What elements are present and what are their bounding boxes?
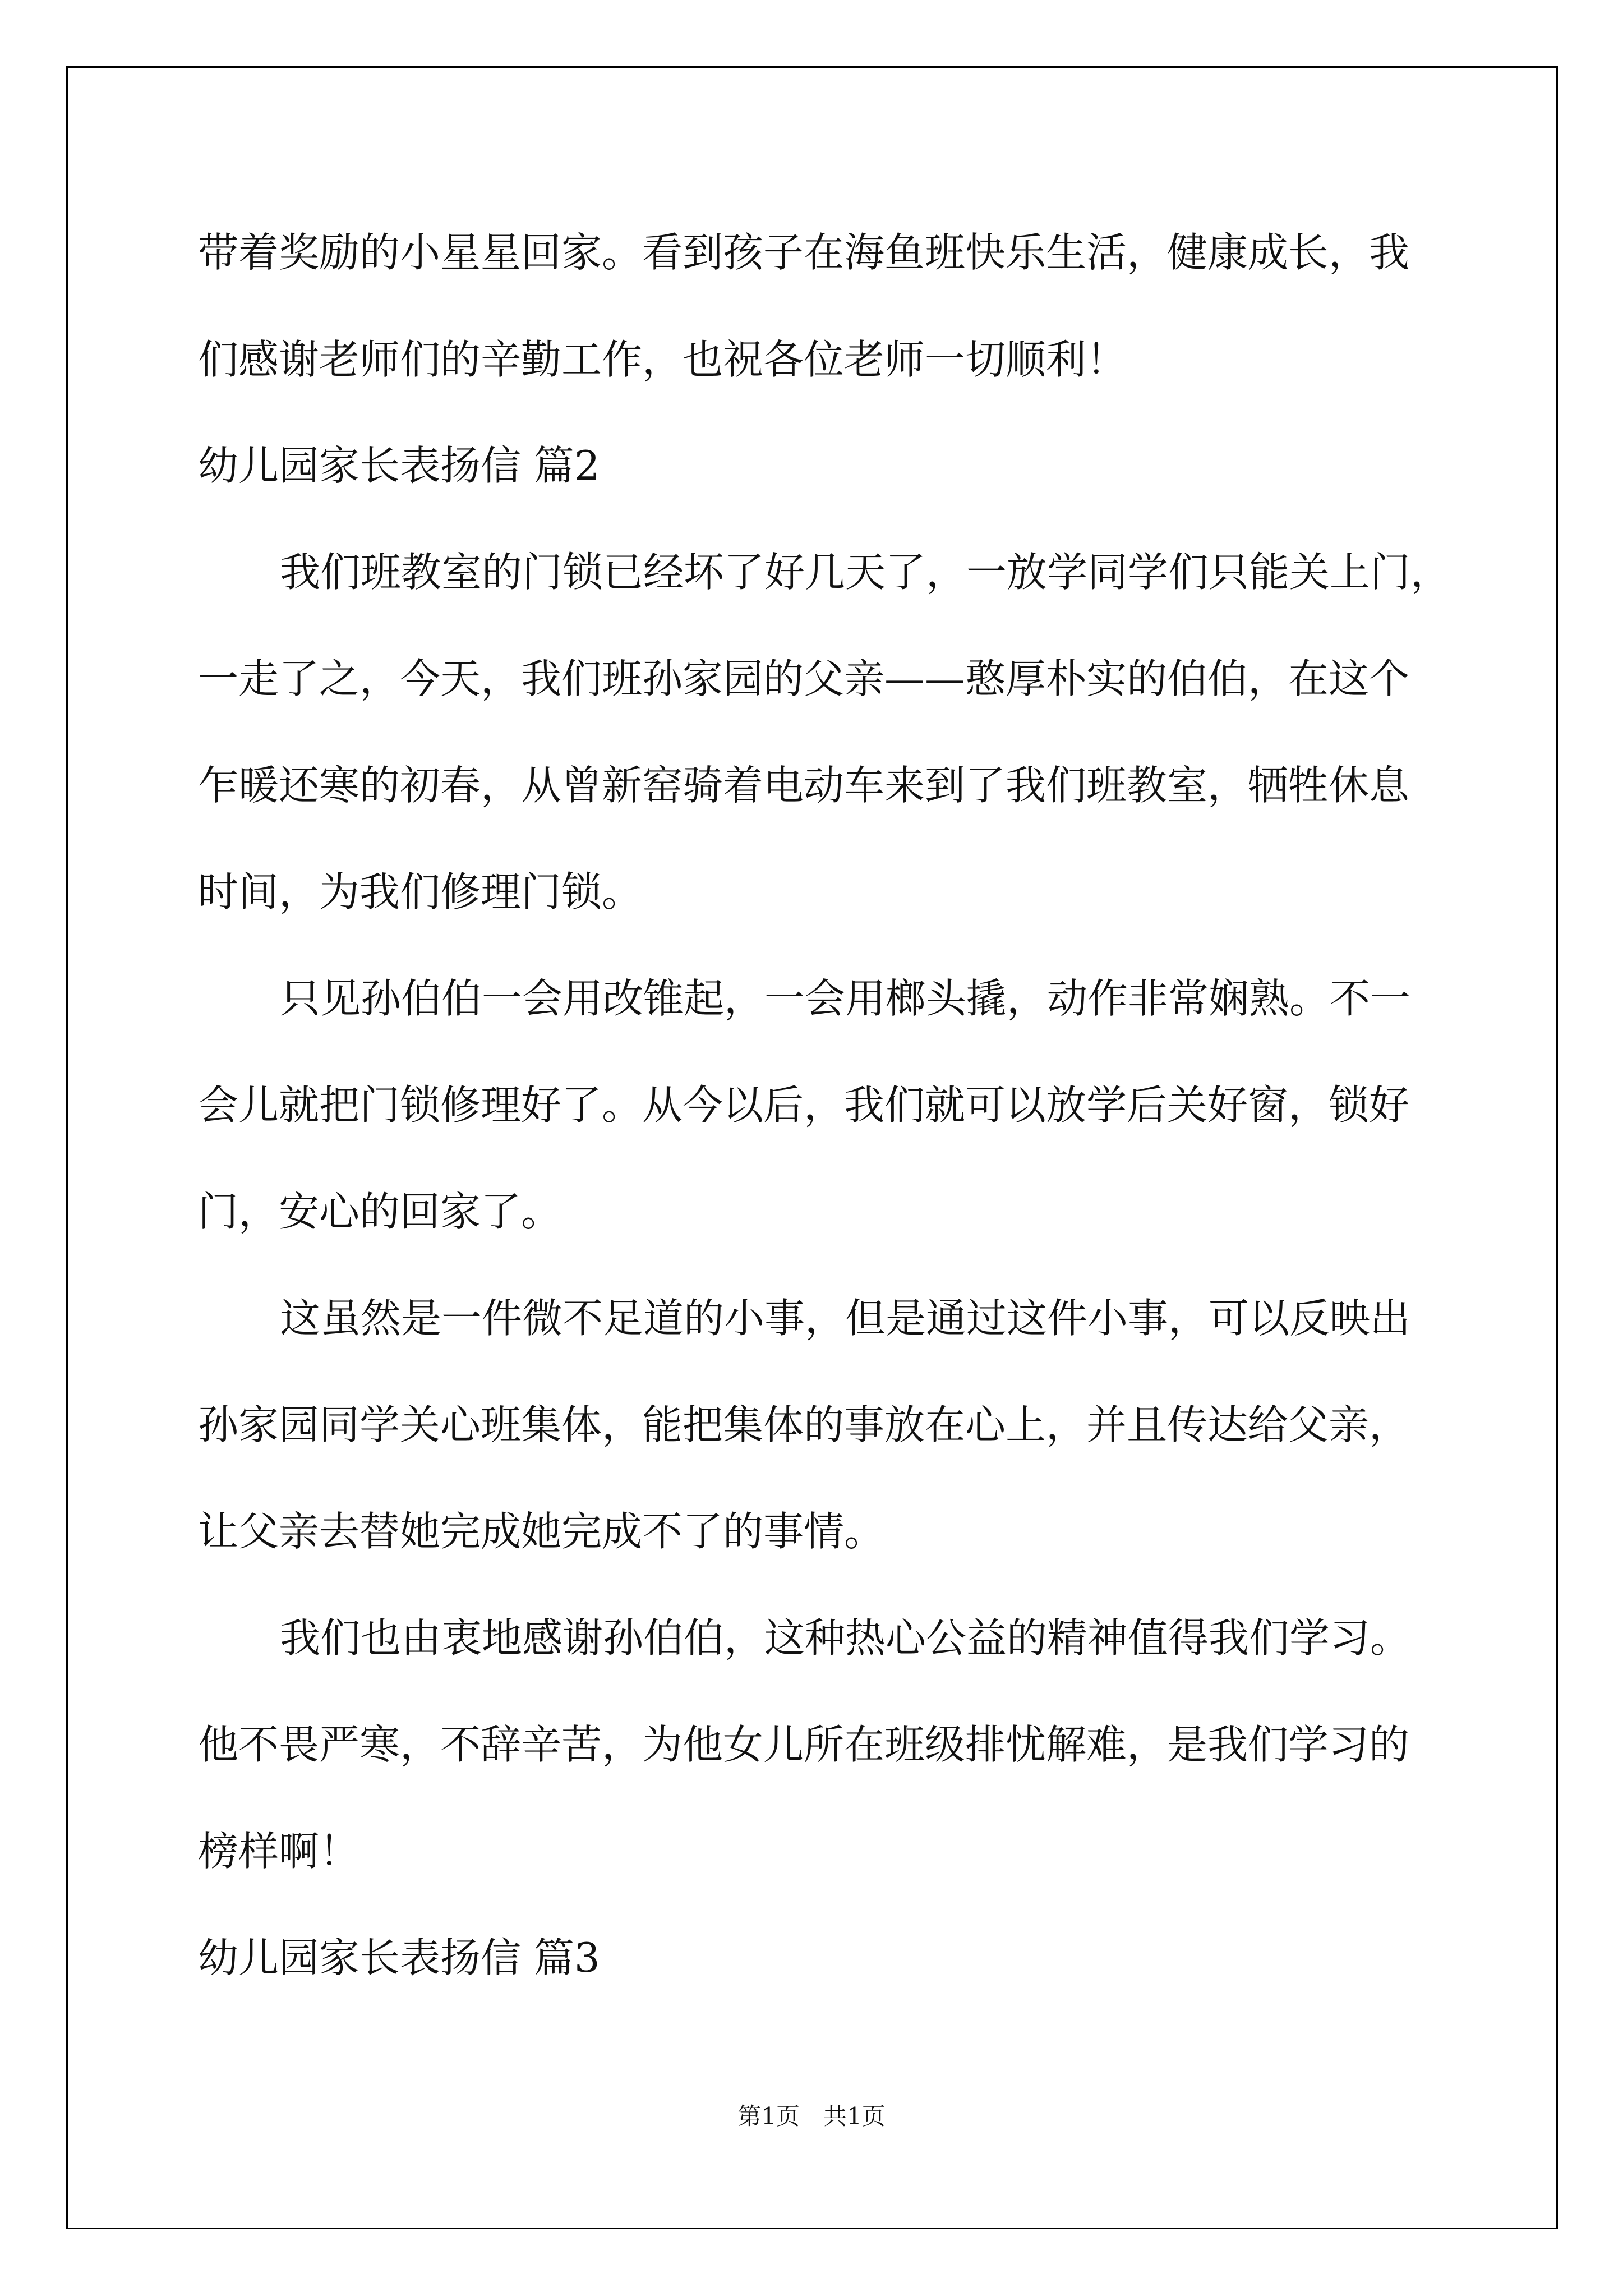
paragraph-line: 门，安心的回家了。 (198, 1188, 562, 1235)
paragraph-line: 乍暖还寒的初春，从曾新窑骑着电动车来到了我们班教室，牺牲休息 (198, 762, 1410, 809)
paragraph-line: 时间，为我们修理门锁。 (198, 868, 643, 915)
paragraph-line: 这虽然是一件微不足道的小事，但是通过这件小事，可以反映出 (280, 1295, 1411, 1342)
paragraph-line: 榜样啊！ (198, 1828, 360, 1875)
paragraph-line: 只见孙伯伯一会用改锥起，一会用榔头撬，动作非常娴熟。不一 (280, 975, 1411, 1022)
paragraph-line: 他不畏严寒，不辞辛苦，为他女儿所在班级排忧解难，是我们学习的 (198, 1721, 1410, 1768)
paragraph-line: 我们班教室的门锁已经坏了好几天了，一放学同学们只能关上门， (280, 549, 1451, 596)
paragraph-line: 我们也由衷地感谢孙伯伯，这种热心公益的精神值得我们学习。 (280, 1614, 1411, 1662)
section-heading: 幼儿园家长表扬信 篇3 (198, 1934, 600, 1981)
page-border (66, 66, 1558, 2229)
paragraph-line: 们感谢老师们的辛勤工作，也祝各位老师一切顺利！ (198, 336, 1127, 383)
paragraph-line: 会儿就把门锁修理好了。从今以后，我们就可以放学后关好窗，锁好 (198, 1082, 1410, 1129)
page-number-footer: 第1页 共1页 (737, 2102, 886, 2130)
paragraph-line: 让父亲去替她完成她完成不了的事情。 (198, 1508, 885, 1555)
paragraph-line: 带着奖励的小星星回家。看到孩子在海鱼班快乐生活，健康成长，我 (198, 229, 1410, 276)
paragraph-line: 孙家园同学关心班集体，能把集体的事放在心上，并且传达给父亲， (198, 1401, 1410, 1448)
section-heading: 幼儿园家长表扬信 篇2 (198, 442, 600, 489)
paragraph-line: 一走了之，今天，我们班孙家园的父亲——憨厚朴实的伯伯，在这个 (198, 655, 1410, 702)
